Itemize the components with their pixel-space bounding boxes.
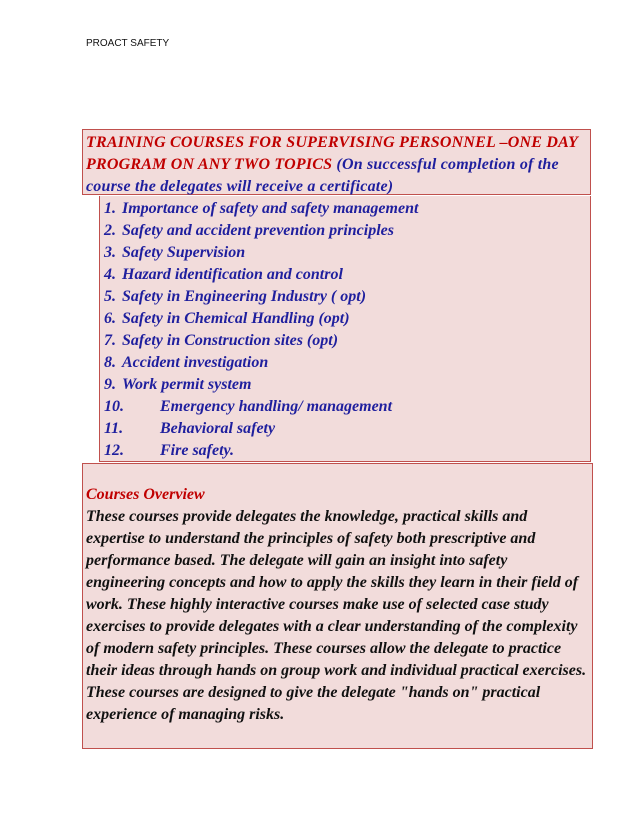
overview-box — [82, 463, 593, 749]
item-number: 9. — [104, 376, 116, 393]
list-item — [104, 198, 590, 220]
item-number: 11. — [104, 420, 124, 437]
item-label: Work permit system — [122, 376, 252, 393]
item-label: Safety and accident prevention principles — [122, 222, 394, 239]
item-number: 12. — [104, 442, 124, 459]
title-box — [82, 129, 591, 195]
list-item — [104, 396, 590, 418]
item-number: 2. — [104, 222, 116, 239]
list-item — [104, 264, 590, 286]
list-item — [104, 418, 590, 440]
item-number: 3. — [104, 244, 116, 261]
item-number: 8. — [104, 354, 116, 371]
item-label: Importance of safety and safety management — [122, 200, 419, 217]
item-label: Safety in Engineering Industry ( opt) — [122, 288, 367, 305]
list-item — [104, 286, 590, 308]
item-number: 6. — [104, 310, 116, 327]
list-item — [104, 330, 590, 352]
title-text — [86, 132, 587, 198]
list-item — [104, 440, 590, 462]
item-number: 1. — [104, 200, 116, 217]
title-heading: TRAINING COURSES FOR SUPERVISING PERSONNEL –ONE DAY PROGRAM ON ANY TWO TOPICS — [86, 134, 578, 173]
item-number: 10. — [104, 398, 124, 415]
item-label: Safety Supervision — [122, 244, 246, 261]
item-label: Hazard identification and control — [122, 266, 343, 283]
item-number: 7. — [104, 332, 116, 349]
list-item — [104, 242, 590, 264]
overview-text: These courses provide delegates the knowledge, practical skills and expertise to understand the principles of safety both prescriptive and performance based. The delegate will gain an insight into safety engineering concepts and how to apply the skills they learn in their field of work. These highly interactive courses make use of selected case study exercises to provide delegates with a clear understanding of the complexity of modern safety principles. These courses allow the delegate to practice their ideas through hands on group work and individual practical exercises. These courses are designed to give the delegate "hands on" practical experience of managing risks. — [86, 508, 587, 723]
list-item — [104, 352, 590, 374]
item-number: 4. — [104, 266, 116, 283]
item-number: 5. — [104, 288, 116, 305]
title-note: (On successful completion of the course the delegates will receive a certificate) — [86, 156, 559, 195]
list-item — [104, 308, 590, 330]
item-label: Behavioral safety — [160, 420, 276, 437]
item-label: Emergency handling/ management — [160, 398, 393, 415]
item-label: Fire safety. — [160, 442, 235, 459]
page-header: PROACT SAFETY — [86, 38, 170, 49]
list-item — [104, 220, 590, 242]
list-item — [104, 374, 590, 396]
overview-title: Courses Overview — [86, 486, 205, 503]
item-label: Safety in Chemical Handling (opt) — [122, 310, 350, 327]
course-list — [99, 196, 591, 462]
item-label: Accident investigation — [122, 354, 269, 371]
item-label: Safety in Construction sites (opt) — [122, 332, 339, 349]
